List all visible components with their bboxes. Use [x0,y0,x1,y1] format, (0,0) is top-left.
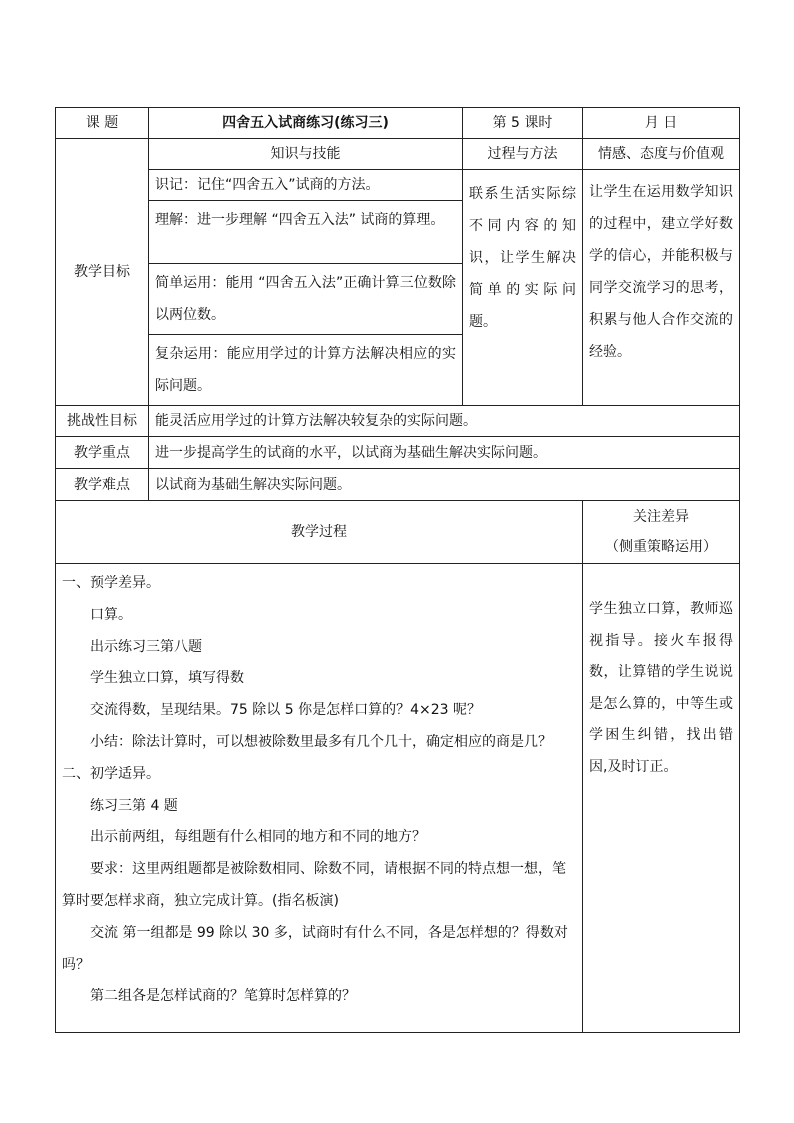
differences-note: 学生独立口算，教师巡视指导。接火车报得数，让算错的学生说说是怎么算的，中等生或学困生纠错，找出错因,及时订正。 [583,564,740,1033]
col-knowledge-header: 知识与技能 [149,139,463,170]
differences-header [583,501,740,564]
differences-title: 关注差异 [633,509,689,525]
lesson-number: 第 5 课时 [463,108,583,139]
col-process-header: 过程与方法 [463,139,583,170]
process-header: 教学过程 [56,501,583,564]
lesson-plan-table [55,107,740,1033]
process-line: 交流 第一组都是 99 除以 30 多，试商时有什么不同，各是怎样想的？得数对吗？ [62,924,568,973]
lesson-date: 月 日 [583,108,740,139]
col-emotion-header: 情感、态度与价值观 [583,139,740,170]
process-line: 出示前两组，每组题有什么相同的地方和不同的地方？ [90,829,426,846]
differences-subtitle: （侧重策略运用） [605,539,717,555]
process-line: 一、预学差异。 [62,575,160,591]
goals-label: 教学目标 [56,139,149,406]
subject-label: 课 题 [56,108,149,139]
process-line: 交流得数，呈现结果。75 除以 5 你是怎样口算的？4×23 呢？ [90,702,481,719]
goal-item: 复杂运用：能应用学过的计算方法解决相应的实际问题。 [149,335,463,406]
process-line: 二、初学适异。 [62,765,160,782]
process-line: 要求：这里两组题都是被除数相同、除数不同，请根据不同的特点想一想，笔算时要怎样求商，独立完成计算。(指名板演) [62,861,566,909]
process-line: 小结：除法计算时，可以想被除数里最多有几个几十，确定相应的商是几？ [90,733,552,750]
difficulty-text: 以试商为基础生解决实际问题。 [149,469,740,501]
process-line: 学生独立口算，填写得数 [90,670,244,687]
key-point-text: 进一步提高学生的试商的水平，以试商为基础生解决实际问题。 [149,437,740,469]
key-point-label: 教学重点 [56,437,149,469]
goal-item: 识记：记住“四舍五入”试商的方法。 [149,170,463,201]
lesson-title: 四舍五入试商练习(练习三) [149,108,463,139]
process-line: 第二组各是怎样试商的？笔算时怎样算的？ [90,988,356,1005]
goal-item: 理解：进一步理解 “四舍五入法” 试商的算理。 [149,201,463,264]
process-line: 口算。 [90,606,132,623]
challenge-text: 能灵活应用学过的计算方法解决较复杂的实际问题。 [149,406,740,437]
process-content [56,564,583,1033]
difficulty-label: 教学难点 [56,469,149,501]
challenge-label: 挑战性目标 [56,406,149,437]
emotion-value-text: 让学生在运用数学知识的过程中，建立学好数学的信心，并能积极与同学交流学习的思考，积累与他人合作交流的经验。 [583,170,740,406]
process-method-text: 联系生活实际综不同内容的知识，让学生解决简单的实际问题。 [463,170,583,406]
process-line: 练习三第 4 题 [90,797,178,814]
process-line: 出示练习三第八题 [90,638,202,655]
goal-item: 简单运用：能用 “四舍五入法”正确计算三位数除以两位数。 [149,264,463,335]
